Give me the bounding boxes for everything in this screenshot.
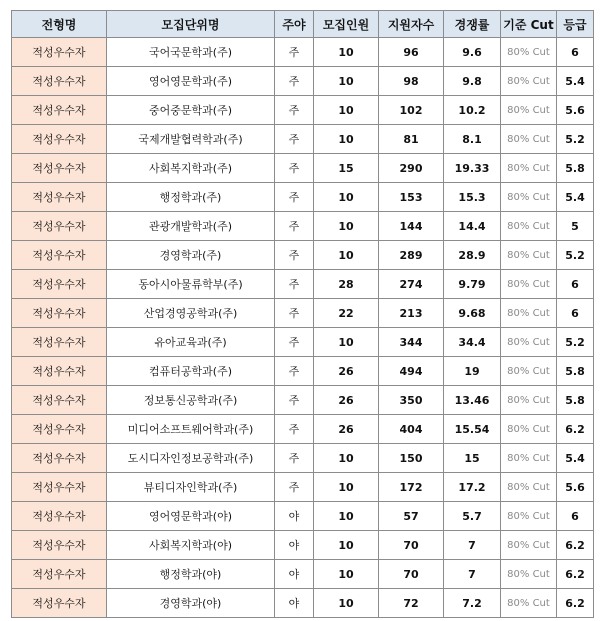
cell-quota: 10 [314, 531, 379, 560]
cell-quota: 10 [314, 473, 379, 502]
cell-day-night: 주 [275, 299, 314, 328]
cell-department: 사회복지학과(주) [107, 154, 275, 183]
cell-grade: 5 [557, 212, 594, 241]
cell-grade: 6.2 [557, 560, 594, 589]
cell-grade: 5.8 [557, 154, 594, 183]
cell-competition-rate: 13.46 [444, 386, 501, 415]
cell-applicants: 70 [379, 531, 444, 560]
cell-applicants: 144 [379, 212, 444, 241]
cell-quota: 10 [314, 328, 379, 357]
cell-grade: 5.2 [557, 125, 594, 154]
admission-results-table [11, 10, 594, 618]
cell-day-night: 주 [275, 38, 314, 67]
cell-department: 행정학과(주) [107, 183, 275, 212]
cell-applicants: 404 [379, 415, 444, 444]
cell-quota: 10 [314, 38, 379, 67]
cell-admission-type: 적성우수자 [12, 328, 107, 357]
cell-department: 영어영문학과(야) [107, 502, 275, 531]
cell-grade: 5.6 [557, 96, 594, 125]
cell-grade: 6.2 [557, 589, 594, 618]
header-competition-rate: 경쟁률 [444, 11, 501, 38]
cell-quota: 10 [314, 560, 379, 589]
cell-cut-basis: 80% Cut [501, 444, 557, 473]
cell-applicants: 494 [379, 357, 444, 386]
cell-cut-basis: 80% Cut [501, 96, 557, 125]
cell-admission-type: 적성우수자 [12, 473, 107, 502]
cell-cut-basis: 80% Cut [501, 531, 557, 560]
cell-cut-basis: 80% Cut [501, 386, 557, 415]
header-day-night: 주야 [275, 11, 314, 38]
cell-applicants: 57 [379, 502, 444, 531]
cell-applicants: 70 [379, 560, 444, 589]
cell-quota: 10 [314, 444, 379, 473]
cell-department: 컴퓨터공학과(주) [107, 357, 275, 386]
cell-cut-basis: 80% Cut [501, 560, 557, 589]
cell-day-night: 주 [275, 96, 314, 125]
cell-cut-basis: 80% Cut [501, 415, 557, 444]
cell-quota: 26 [314, 415, 379, 444]
cell-competition-rate: 15 [444, 444, 501, 473]
cell-grade: 5.6 [557, 473, 594, 502]
cell-quota: 28 [314, 270, 379, 299]
cell-admission-type: 적성우수자 [12, 96, 107, 125]
table-header-row [12, 11, 594, 38]
cell-day-night: 주 [275, 183, 314, 212]
cell-admission-type: 적성우수자 [12, 502, 107, 531]
cell-cut-basis: 80% Cut [501, 502, 557, 531]
cell-day-night: 야 [275, 560, 314, 589]
cell-grade: 6.2 [557, 531, 594, 560]
cell-day-night: 주 [275, 357, 314, 386]
cell-admission-type: 적성우수자 [12, 154, 107, 183]
cell-quota: 10 [314, 241, 379, 270]
cell-admission-type: 적성우수자 [12, 415, 107, 444]
cell-day-night: 야 [275, 531, 314, 560]
cell-grade: 6 [557, 299, 594, 328]
cell-department: 영어영문학과(주) [107, 67, 275, 96]
cell-competition-rate: 9.79 [444, 270, 501, 299]
header-department: 모집단위명 [107, 11, 275, 38]
cell-cut-basis: 80% Cut [501, 125, 557, 154]
cell-competition-rate: 17.2 [444, 473, 501, 502]
table-row [12, 357, 594, 386]
cell-admission-type: 적성우수자 [12, 125, 107, 154]
table-row [12, 415, 594, 444]
cell-department: 관광개발학과(주) [107, 212, 275, 241]
table-row [12, 96, 594, 125]
cell-applicants: 213 [379, 299, 444, 328]
cell-grade: 6 [557, 502, 594, 531]
cell-day-night: 야 [275, 589, 314, 618]
table-row [12, 386, 594, 415]
cell-quota: 26 [314, 386, 379, 415]
cell-grade: 6 [557, 270, 594, 299]
cell-day-night: 주 [275, 241, 314, 270]
cell-admission-type: 적성우수자 [12, 212, 107, 241]
cell-cut-basis: 80% Cut [501, 299, 557, 328]
cell-applicants: 289 [379, 241, 444, 270]
table-row [12, 38, 594, 67]
cell-day-night: 주 [275, 125, 314, 154]
cell-department: 경영학과(주) [107, 241, 275, 270]
cell-grade: 6 [557, 38, 594, 67]
header-applicants: 지원자수 [379, 11, 444, 38]
cell-grade: 5.8 [557, 386, 594, 415]
cell-quota: 10 [314, 212, 379, 241]
cell-cut-basis: 80% Cut [501, 357, 557, 386]
cell-applicants: 153 [379, 183, 444, 212]
cell-applicants: 274 [379, 270, 444, 299]
cell-day-night: 주 [275, 473, 314, 502]
table-row [12, 67, 594, 96]
cell-department: 국어국문학과(주) [107, 38, 275, 67]
cell-admission-type: 적성우수자 [12, 531, 107, 560]
table-row [12, 502, 594, 531]
header-cut-basis: 기준 Cut [501, 11, 557, 38]
cell-day-night: 주 [275, 444, 314, 473]
cell-admission-type: 적성우수자 [12, 386, 107, 415]
table-row [12, 473, 594, 502]
cell-admission-type: 적성우수자 [12, 357, 107, 386]
cell-competition-rate: 14.4 [444, 212, 501, 241]
cell-department: 경영학과(야) [107, 589, 275, 618]
cell-day-night: 주 [275, 67, 314, 96]
cell-admission-type: 적성우수자 [12, 589, 107, 618]
cell-competition-rate: 9.68 [444, 299, 501, 328]
cell-department: 중어중문학과(주) [107, 96, 275, 125]
cell-quota: 10 [314, 125, 379, 154]
cell-admission-type: 적성우수자 [12, 444, 107, 473]
cell-cut-basis: 80% Cut [501, 328, 557, 357]
cell-grade: 5.4 [557, 67, 594, 96]
cell-applicants: 344 [379, 328, 444, 357]
cell-day-night: 주 [275, 154, 314, 183]
cell-cut-basis: 80% Cut [501, 154, 557, 183]
cell-department: 사회복지학과(야) [107, 531, 275, 560]
cell-admission-type: 적성우수자 [12, 241, 107, 270]
cell-department: 동아시아물류학부(주) [107, 270, 275, 299]
cell-department: 유아교육과(주) [107, 328, 275, 357]
cell-quota: 10 [314, 96, 379, 125]
cell-grade: 5.8 [557, 357, 594, 386]
header-quota: 모집인원 [314, 11, 379, 38]
cell-cut-basis: 80% Cut [501, 473, 557, 502]
cell-admission-type: 적성우수자 [12, 183, 107, 212]
cell-cut-basis: 80% Cut [501, 212, 557, 241]
admission-table-container [11, 10, 594, 618]
cell-day-night: 야 [275, 502, 314, 531]
cell-competition-rate: 34.4 [444, 328, 501, 357]
cell-applicants: 98 [379, 67, 444, 96]
cell-grade: 5.2 [557, 328, 594, 357]
table-row [12, 241, 594, 270]
header-admission-type: 전형명 [12, 11, 107, 38]
cell-department: 미디어소프트웨어학과(주) [107, 415, 275, 444]
cell-quota: 22 [314, 299, 379, 328]
cell-quota: 26 [314, 357, 379, 386]
cell-cut-basis: 80% Cut [501, 38, 557, 67]
cell-competition-rate: 7 [444, 560, 501, 589]
cell-applicants: 72 [379, 589, 444, 618]
cell-competition-rate: 28.9 [444, 241, 501, 270]
cell-cut-basis: 80% Cut [501, 241, 557, 270]
cell-competition-rate: 10.2 [444, 96, 501, 125]
cell-department: 정보통신공학과(주) [107, 386, 275, 415]
cell-admission-type: 적성우수자 [12, 560, 107, 589]
cell-grade: 5.2 [557, 241, 594, 270]
cell-department: 도시디자인정보공학과(주) [107, 444, 275, 473]
cell-competition-rate: 8.1 [444, 125, 501, 154]
table-row [12, 212, 594, 241]
cell-grade: 6.2 [557, 415, 594, 444]
cell-competition-rate: 5.7 [444, 502, 501, 531]
cell-department: 행정학과(야) [107, 560, 275, 589]
table-row [12, 589, 594, 618]
cell-department: 산업경영공학과(주) [107, 299, 275, 328]
cell-competition-rate: 7 [444, 531, 501, 560]
table-row [12, 444, 594, 473]
cell-cut-basis: 80% Cut [501, 183, 557, 212]
cell-cut-basis: 80% Cut [501, 589, 557, 618]
cell-applicants: 102 [379, 96, 444, 125]
cell-competition-rate: 7.2 [444, 589, 501, 618]
table-body [12, 38, 594, 618]
cell-day-night: 주 [275, 415, 314, 444]
cell-day-night: 주 [275, 386, 314, 415]
cell-admission-type: 적성우수자 [12, 299, 107, 328]
cell-competition-rate: 19 [444, 357, 501, 386]
cell-day-night: 주 [275, 270, 314, 299]
cell-department: 뷰티디자인학과(주) [107, 473, 275, 502]
cell-competition-rate: 9.8 [444, 67, 501, 96]
table-row [12, 270, 594, 299]
table-row [12, 299, 594, 328]
cell-applicants: 96 [379, 38, 444, 67]
cell-grade: 5.4 [557, 444, 594, 473]
header-grade: 등급 [557, 11, 594, 38]
table-row [12, 328, 594, 357]
cell-competition-rate: 19.33 [444, 154, 501, 183]
cell-admission-type: 적성우수자 [12, 270, 107, 299]
cell-competition-rate: 15.3 [444, 183, 501, 212]
cell-day-night: 주 [275, 212, 314, 241]
cell-competition-rate: 9.6 [444, 38, 501, 67]
table-row [12, 560, 594, 589]
cell-applicants: 172 [379, 473, 444, 502]
table-row [12, 531, 594, 560]
cell-quota: 10 [314, 67, 379, 96]
cell-grade: 5.4 [557, 183, 594, 212]
table-row [12, 154, 594, 183]
cell-admission-type: 적성우수자 [12, 67, 107, 96]
cell-day-night: 주 [275, 328, 314, 357]
cell-competition-rate: 15.54 [444, 415, 501, 444]
cell-cut-basis: 80% Cut [501, 67, 557, 96]
cell-admission-type: 적성우수자 [12, 38, 107, 67]
cell-quota: 10 [314, 589, 379, 618]
cell-quota: 10 [314, 183, 379, 212]
cell-cut-basis: 80% Cut [501, 270, 557, 299]
cell-department: 국제개발협력학과(주) [107, 125, 275, 154]
cell-applicants: 350 [379, 386, 444, 415]
cell-applicants: 150 [379, 444, 444, 473]
cell-quota: 10 [314, 502, 379, 531]
table-row [12, 125, 594, 154]
table-row [12, 183, 594, 212]
cell-applicants: 290 [379, 154, 444, 183]
cell-quota: 15 [314, 154, 379, 183]
cell-applicants: 81 [379, 125, 444, 154]
